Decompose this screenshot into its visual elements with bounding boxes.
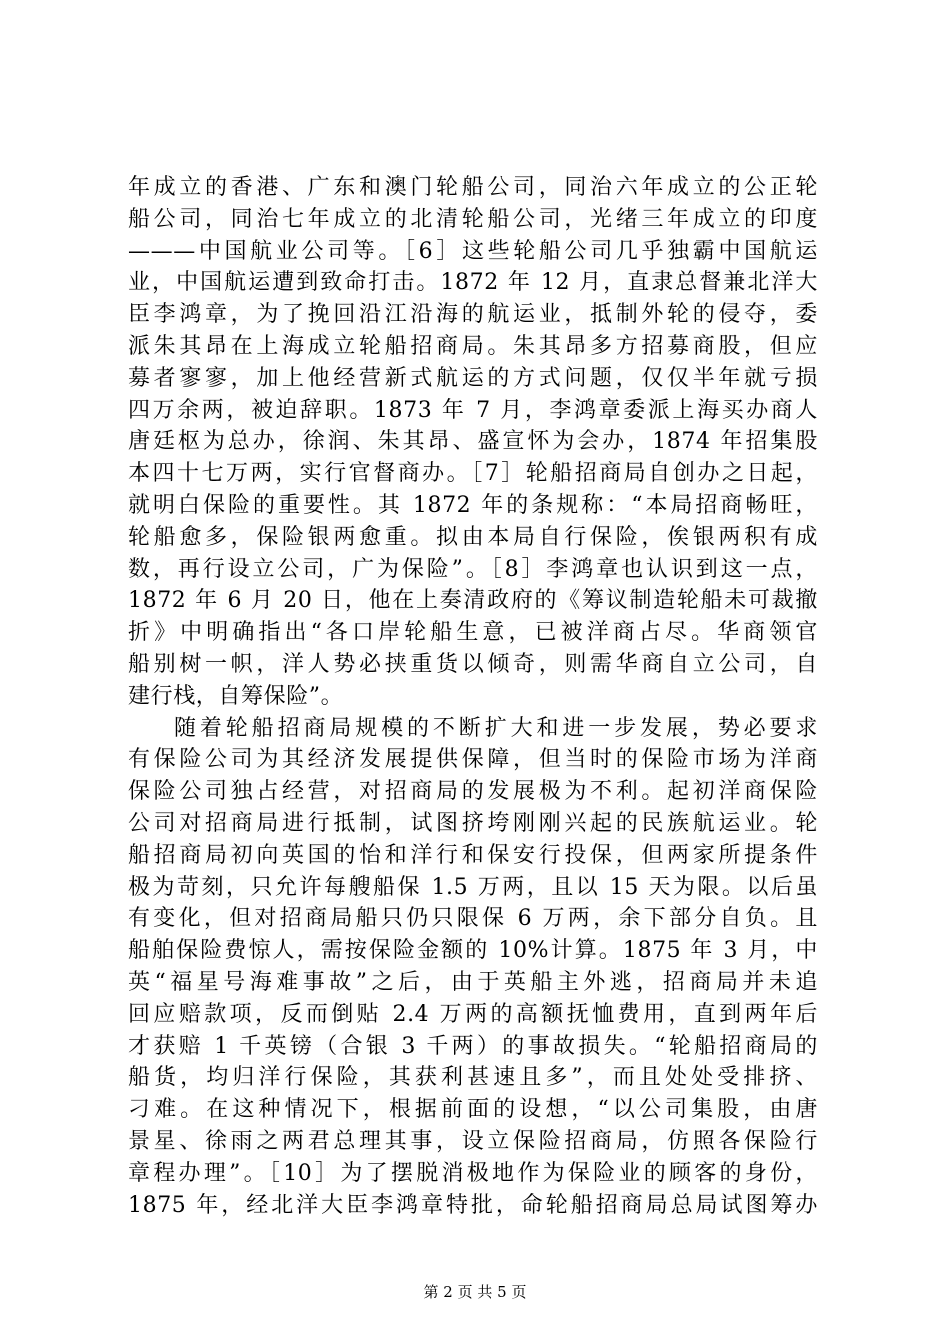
text-line: 唐廷枢为总办，徐润、朱其昂、盛宣怀为会办，1874 年招集股: [128, 429, 818, 455]
text-line: 船别树一帜，洋人势必挟重货以倾奇，则需华商自立公司，自: [128, 651, 818, 677]
text-line: 船公司，同治七年成立的北清轮船公司，光绪三年成立的印度: [128, 206, 818, 232]
text-line: 才获赔 1 千英镑（合银 3 千两）的事故损失。“轮船招商局的: [128, 1033, 818, 1059]
text-line: 回应赔款项，反而倒贴 2.4 万两的高额抚恤费用，直到两年后: [128, 1001, 818, 1027]
text-line: 业，中国航运遭到致命打击。1872 年 12 月，直隶总督兼北洋大: [128, 270, 818, 296]
text-line: 保险公司独占经营，对招商局的发展极为不利。起初洋商保险: [128, 779, 818, 805]
paragraph-start-line: 随着轮船招商局规模的不断扩大和进一步发展，势必要求: [174, 715, 818, 741]
page-number-footer: 第 2 页 共 5 页: [423, 1283, 527, 1301]
text-line: 轮船愈多，保险银两愈重。拟由本局自行保险，俟银两积有成: [128, 524, 818, 550]
text-line: 派朱其昂在上海成立轮船招商局。朱其昂多方招募商股，但应: [128, 333, 818, 359]
text-line: 1875 年，经北洋大臣李鸿章特批，命轮船招商局总局试图筹办: [128, 1192, 818, 1218]
text-line: 船货，均归洋行保险，其获利甚速且多”，而且处处受排挤、: [128, 1065, 818, 1091]
text-line: 折》中明确指出“各口岸轮船生意，已被洋商占尽。华商领官: [128, 620, 818, 646]
text-line: 船招商局初向英国的怡和洋行和保安行投保，但两家所提条件: [128, 842, 818, 868]
text-line: 景星、徐雨之两君总理其事，设立保险招商局，仿照各保险行: [128, 1128, 818, 1154]
text-line: 极为苛刻，只允许每艘船保 1.5 万两，且以 15 天为限。以后虽: [128, 874, 818, 900]
text-line: 年成立的香港、广东和澳门轮船公司，同治六年成立的公正轮: [128, 175, 818, 200]
text-line: 1872 年 6 月 20 日，他在上奏清政府的《筹议制造轮船未可裁撤: [128, 588, 818, 614]
text-line: 数，再行设立公司，广为保险”。［8］李鸿章也认识到这一点，: [128, 556, 818, 582]
text-line: 刁难。在这种情况下，根据前面的设想，“以公司集股，由唐: [128, 1097, 818, 1123]
text-line: 建行栈，自筹保险”。: [128, 683, 344, 709]
text-line: 臣李鸿章，为了挽回沿江沿海的航运业，抵制外轮的侵夺，委: [128, 302, 818, 328]
text-line: 有保险公司为其经济发展提供保障，但当时的保险市场为洋商: [128, 747, 818, 773]
text-line: 英“福星号海难事故”之后，由于英船主外逃，招商局并未追: [128, 969, 818, 995]
text-line: 四万余两，被迫辞职。1873 年 7 月，李鸿章委派上海买办商人: [128, 397, 818, 423]
text-line: ———中国航业公司等。［6］这些轮船公司几乎独霸中国航运: [128, 238, 818, 264]
text-line: 章程办理”。［10］为了摆脱消极地作为保险业的顾客的身份，: [128, 1160, 818, 1186]
text-line: 本四十七万两，实行官督商办。［7］轮船招商局自创办之日起，: [128, 461, 818, 487]
text-line: 募者寥寥，加上他经营新式航运的方式问题，仅仅半年就亏损: [128, 365, 818, 391]
text-line: 有变化，但对招商局船只仍只限保 6 万两，余下部分自负。且: [128, 906, 818, 932]
text-line: 公司对招商局进行抵制，试图挤垮刚刚兴起的民族航运业。轮: [128, 810, 818, 836]
body-text: [128, 172, 818, 1221]
text-line: 船舶保险费惊人，需按保险金额的 10%计算。1875 年 3 月，中: [128, 938, 818, 964]
text-line: 就明白保险的重要性。其 1872 年的条规称：“本局招商畅旺，: [128, 492, 818, 518]
